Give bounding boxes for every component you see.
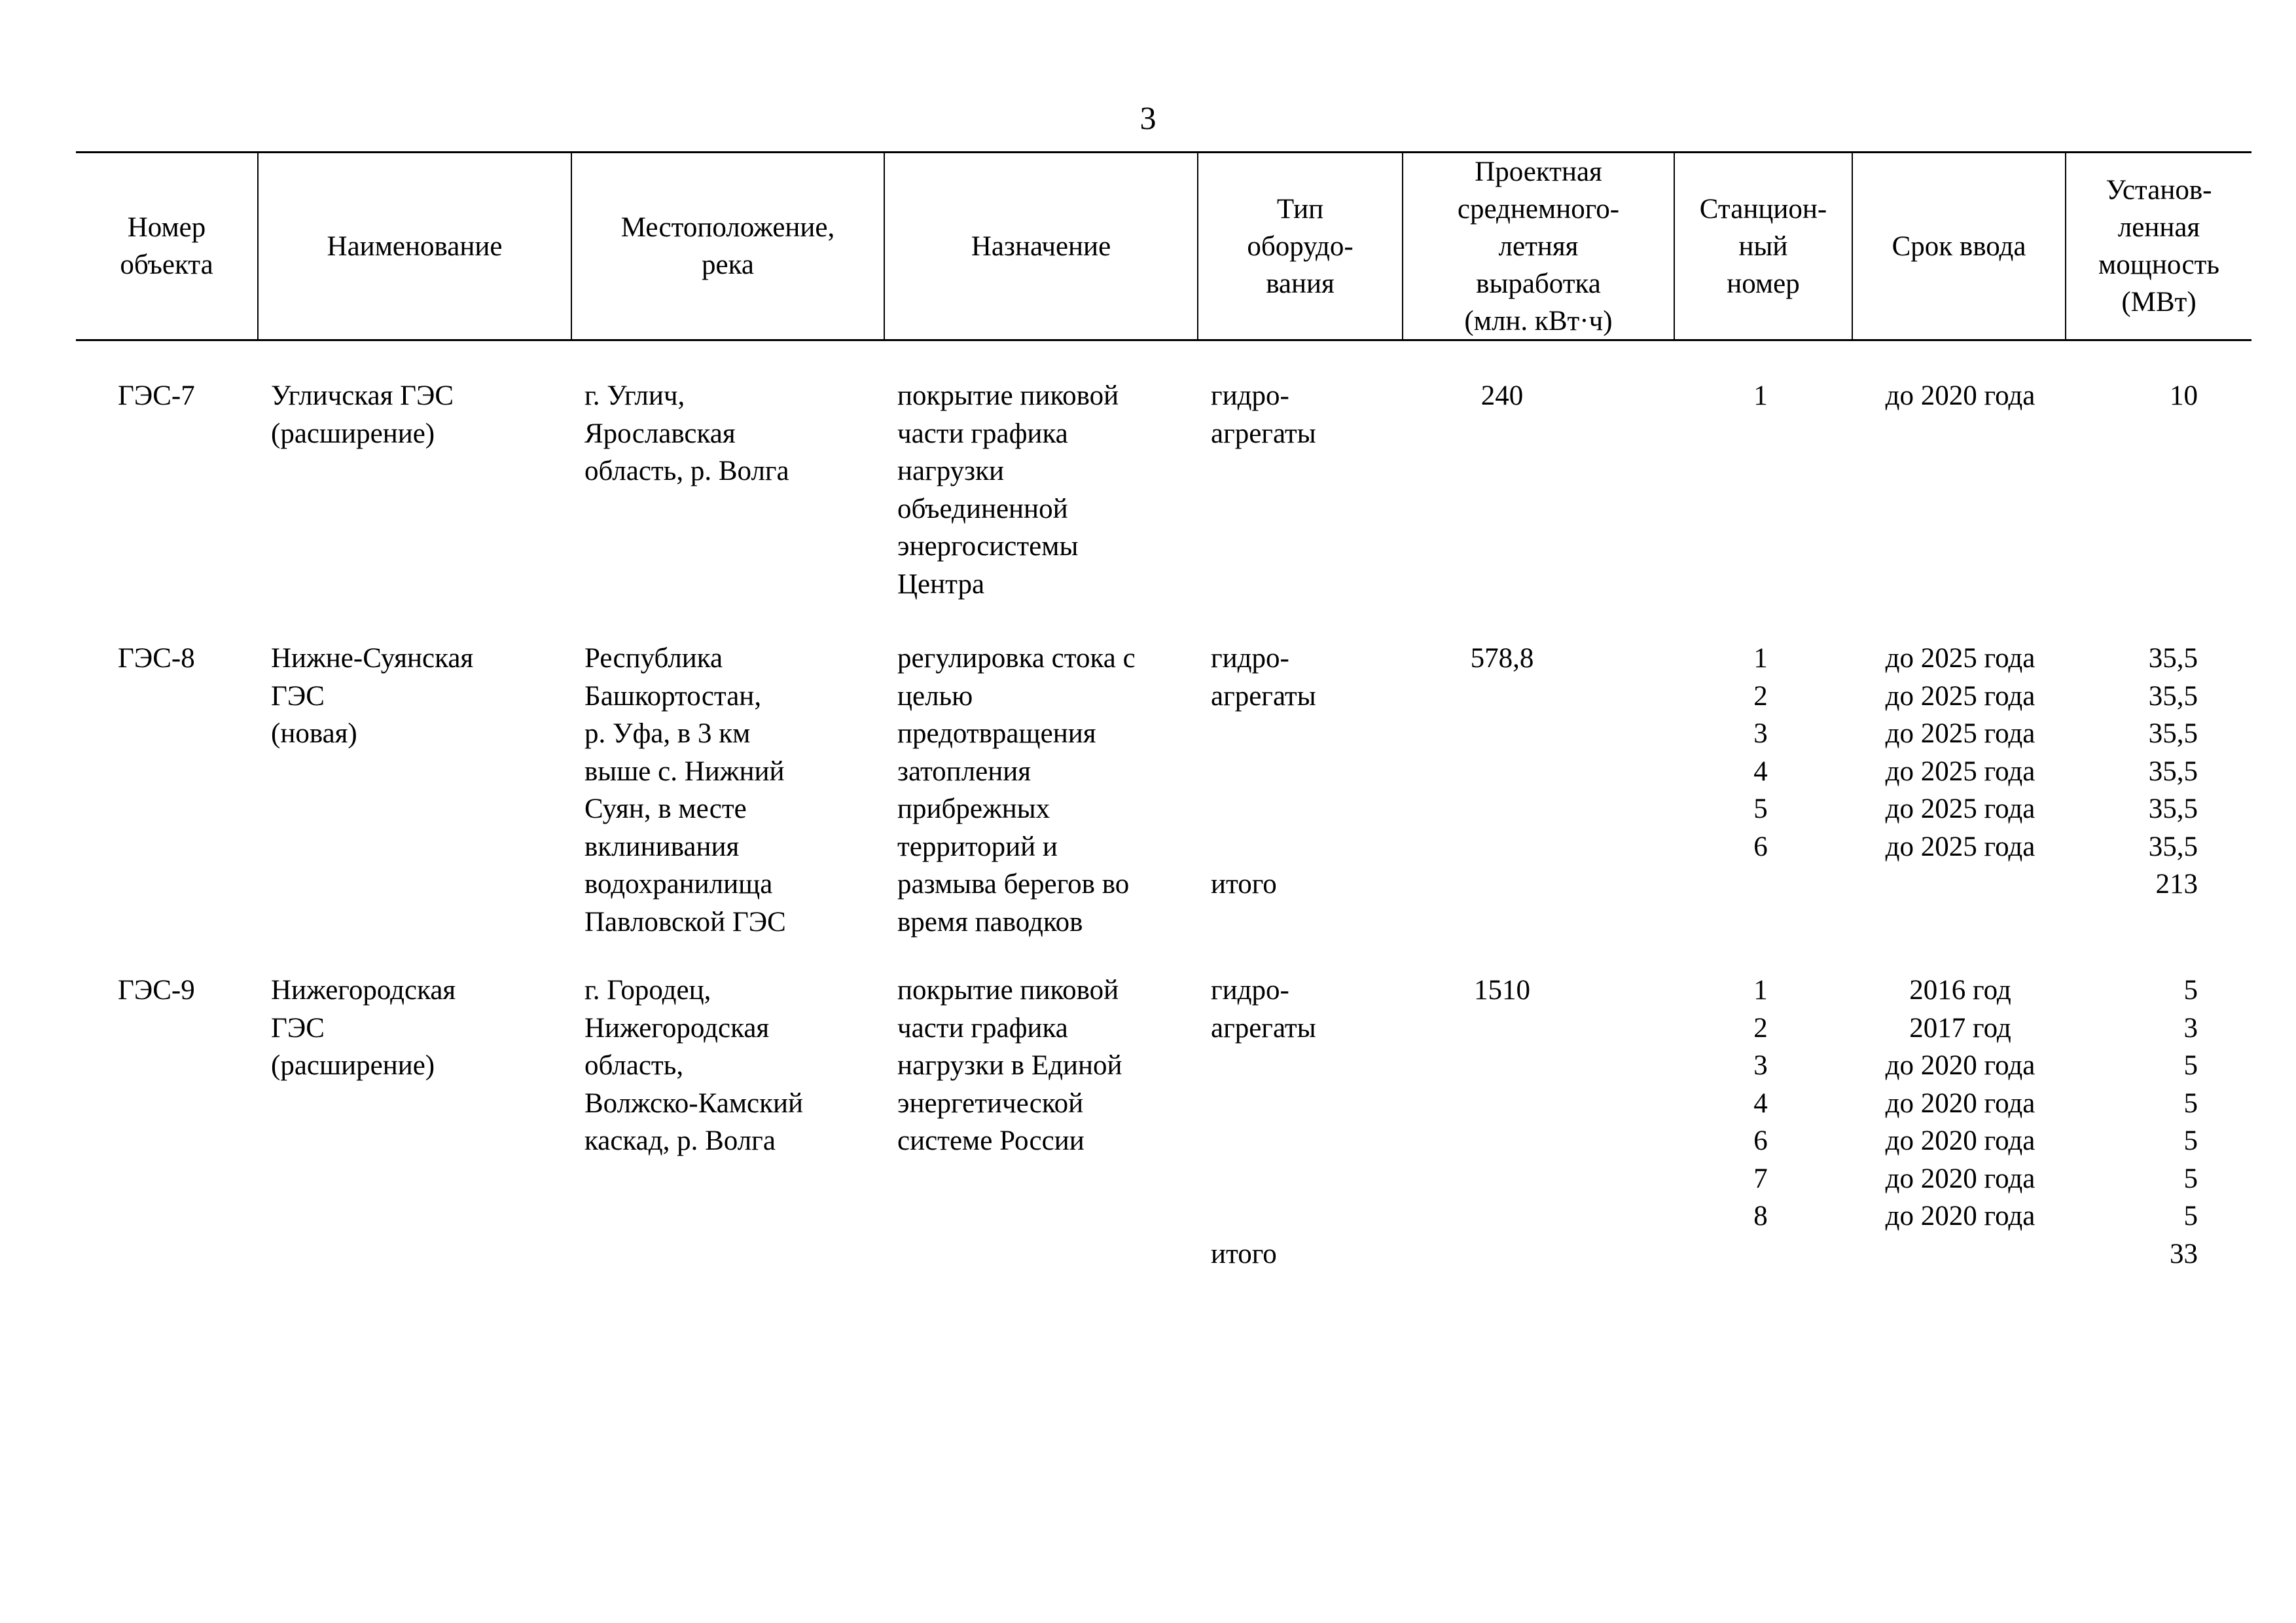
object-purpose-line: время паводков (897, 906, 1083, 938)
equipment-type-line (1211, 715, 1316, 753)
object-name-cell (271, 377, 454, 452)
object-purpose-line: нагрузки (897, 456, 1005, 486)
station-numbers-line: 5 (1753, 793, 1768, 824)
object-location-line: каскад, р. Волга (584, 1125, 776, 1156)
object-purpose-line: части графика (897, 1012, 1068, 1044)
installed-capacity-line: 33 (2170, 1238, 2198, 1269)
installed-capacity-cell (2080, 377, 2198, 415)
equipment-type-line: агрегаты (1211, 418, 1316, 449)
installed-capacity-line: 5 (2183, 1087, 2198, 1119)
installed-capacity-line: 35,5 (2148, 756, 2198, 787)
object-name-line: Нижне-Суянская (271, 643, 474, 674)
commissioning-dates-line: 2016 год (1909, 975, 2011, 1006)
object-purpose-line: затопления (897, 756, 1031, 787)
object-location-line: область, р. Волга (584, 456, 789, 486)
object-location-line: Волжско-Камский (584, 1087, 804, 1119)
equipment-type-line (1211, 753, 1316, 791)
equipment-type-cell (1211, 972, 1316, 1273)
station-numbers-cell (1702, 640, 1820, 866)
object-location-line: Ярославская (584, 418, 736, 449)
object-purpose-line: территорий и (897, 831, 1058, 862)
installed-capacity-line: 5 (2183, 975, 2198, 1006)
annual-output-line: 578,8 (1470, 643, 1534, 674)
installed-capacity-line: 35,5 (2148, 643, 2198, 674)
equipment-type-line: гидро- (1211, 643, 1289, 674)
installed-capacity-line: 35,5 (2148, 831, 2198, 862)
header-station-number: Станцион- ный номер (1699, 193, 1827, 299)
installed-capacity-cell (2080, 972, 2198, 1273)
commissioning-dates-line: до 2020 года (1885, 1163, 2036, 1194)
station-numbers-line: 6 (1753, 831, 1768, 862)
installed-capacity-line: 10 (2170, 380, 2198, 411)
object-purpose-line: энергетической (897, 1087, 1084, 1119)
equipment-type-line: агрегаты (1211, 680, 1316, 712)
installed-capacity-line: 5 (2183, 1163, 2198, 1194)
installed-capacity-line: 3 (2183, 1012, 2198, 1044)
equipment-type-line: итого (1211, 869, 1277, 900)
object-location-line: Республика (584, 643, 723, 674)
object-location-cell (584, 377, 789, 490)
object-name-line: (расширение) (271, 418, 435, 449)
object-purpose-line: прибрежных (897, 793, 1050, 824)
object-number-cell (118, 640, 195, 678)
equipment-type-line (1211, 1197, 1316, 1235)
object-name-cell (271, 640, 473, 753)
equipment-type-cell (1211, 377, 1316, 452)
object-purpose-line: покрытие пиковой (897, 380, 1119, 411)
installed-capacity-line: 35,5 (2148, 793, 2198, 824)
object-location-line: вклинивания (584, 831, 740, 862)
commissioning-dates-line: до 2025 года (1885, 643, 2036, 674)
object-name-line: (новая) (271, 718, 357, 749)
commissioning-dates-line: до 2020 года (1885, 1125, 2036, 1156)
equipment-type-line: агрегаты (1211, 1012, 1316, 1044)
object-location-line: область, (584, 1050, 684, 1081)
header-bottom-rule (76, 339, 2251, 341)
header-purpose: Назначение (971, 230, 1111, 262)
object-purpose-line: регулировка стока с (897, 643, 1136, 674)
annual-output-cell (1430, 640, 1574, 678)
commissioning-dates-line: до 2025 года (1885, 793, 2036, 824)
equipment-type-line: гидро- (1211, 380, 1289, 411)
station-numbers-cell (1702, 377, 1820, 415)
header-installed-capacity: Установ- ленная мощность (МВт) (2098, 175, 2219, 318)
object-purpose-line: целью (897, 680, 973, 712)
object-purpose-line: Центра (897, 568, 985, 600)
commissioning-dates-line: до 2025 года (1885, 718, 2036, 749)
station-numbers-line: 4 (1753, 1087, 1768, 1119)
commissioning-dates-cell (1852, 640, 2068, 866)
commissioning-dates-line: до 2020 года (1885, 1050, 2036, 1081)
object-location-line: выше с. Нижний (584, 756, 785, 787)
equipment-type-cell (1211, 640, 1316, 903)
station-numbers-line: 4 (1753, 756, 1768, 787)
station-numbers-line: 2 (1753, 680, 1768, 712)
commissioning-dates-line: 2017 год (1909, 1012, 2011, 1044)
object-location-line: г. Углич, (584, 380, 685, 411)
header-equipment-type: Тип оборудо- вания (1247, 193, 1354, 299)
station-numbers-line: 3 (1753, 1050, 1768, 1081)
object-purpose-line: системе России (897, 1125, 1085, 1156)
object-name-cell (271, 972, 456, 1085)
object-purpose-cell (897, 640, 1136, 941)
object-purpose-cell (897, 972, 1122, 1160)
object-purpose-line: объединенной (897, 493, 1068, 524)
equipment-type-line: итого (1211, 1238, 1277, 1269)
station-numbers-line: 1 (1753, 643, 1768, 674)
annual-output-line: 240 (1480, 380, 1524, 411)
installed-capacity-line: 5 (2183, 1201, 2198, 1231)
station-numbers-cell (1702, 972, 1820, 1235)
object-number-cell (118, 377, 195, 415)
object-location-line: р. Уфа, в 3 км (584, 718, 751, 749)
station-numbers-line: 7 (1753, 1163, 1768, 1194)
equipment-type-line (1211, 1122, 1316, 1160)
object-location-line: водохранилища (584, 869, 773, 900)
object-purpose-line: части графика (897, 418, 1068, 449)
station-numbers-line: 2 (1753, 1012, 1768, 1044)
equipment-type-line (1211, 1085, 1316, 1123)
object-purpose-line: нагрузки в Единой (897, 1050, 1122, 1081)
object-purpose-cell (897, 377, 1119, 603)
commissioning-dates-line: до 2025 года (1885, 680, 2036, 712)
object-purpose-line: покрытие пиковой (897, 975, 1119, 1006)
annual-output-cell (1430, 377, 1574, 415)
equipment-type-line: гидро- (1211, 975, 1289, 1006)
object-name-line: (расширение) (271, 1050, 435, 1081)
object-name-line: Нижегородская (271, 975, 456, 1006)
commissioning-dates-cell (1852, 377, 2068, 415)
object-name-line: ГЭС (271, 680, 325, 712)
station-numbers-line: 3 (1753, 718, 1768, 749)
header-object-number: Номер объекта (120, 212, 213, 280)
object-location-line: г. Городец, (584, 975, 711, 1006)
annual-output-cell (1430, 972, 1574, 1010)
object-purpose-line: энергосистемы (897, 531, 1079, 562)
annual-output-line: 1510 (1474, 975, 1530, 1006)
station-numbers-line: 1 (1753, 380, 1768, 411)
object-purpose-line: размыва берегов во (897, 869, 1130, 900)
header-annual-output: Проектная среднемного- летняя выработка (млн. кВт·ч) (1457, 156, 1620, 337)
object-location-cell (584, 640, 786, 941)
installed-capacity-line: 213 (2155, 869, 2198, 900)
equipment-type-line (1211, 790, 1316, 828)
installed-capacity-line: 35,5 (2148, 718, 2198, 749)
station-numbers-line: 8 (1753, 1201, 1768, 1231)
installed-capacity-line: 5 (2183, 1125, 2198, 1156)
object-location-line: Павловской ГЭС (584, 906, 786, 938)
object-purpose-line: предотвращения (897, 718, 1096, 749)
commissioning-dates-line: до 2020 года (1885, 380, 2036, 411)
installed-capacity-line: 5 (2183, 1050, 2198, 1081)
object-location-cell (584, 972, 803, 1160)
header-commissioning-date: Срок ввода (1892, 230, 2026, 262)
object-name-line: ГЭС (271, 1012, 325, 1044)
station-numbers-line: 6 (1753, 1125, 1768, 1156)
object-location-line: Башкортостан, (584, 680, 762, 712)
commissioning-dates-line: до 2020 года (1885, 1201, 2036, 1231)
installed-capacity-line: 35,5 (2148, 680, 2198, 712)
object-number-line: ГЭС-7 (118, 380, 195, 411)
equipment-type-line (1211, 1047, 1316, 1085)
equipment-type-line (1211, 828, 1316, 866)
header-location: Местоположение, река (620, 212, 835, 280)
object-location-line: Нижегородская (584, 1012, 770, 1044)
object-name-line: Угличская ГЭС (271, 380, 454, 411)
header-name: Наименование (327, 230, 503, 262)
equipment-type-line (1211, 1160, 1316, 1198)
installed-capacity-cell (2080, 640, 2198, 903)
station-numbers-line: 1 (1753, 975, 1768, 1006)
object-number-line: ГЭС-8 (118, 643, 195, 674)
page-number: 3 (1139, 100, 1157, 136)
commissioning-dates-line: до 2025 года (1885, 831, 2036, 862)
object-location-line: Суян, в месте (584, 793, 747, 824)
commissioning-dates-line: до 2020 года (1885, 1087, 2036, 1119)
commissioning-dates-line: до 2025 года (1885, 756, 2036, 787)
object-number-cell (118, 972, 195, 1010)
commissioning-dates-cell (1852, 972, 2068, 1235)
object-number-line: ГЭС-9 (118, 975, 195, 1006)
